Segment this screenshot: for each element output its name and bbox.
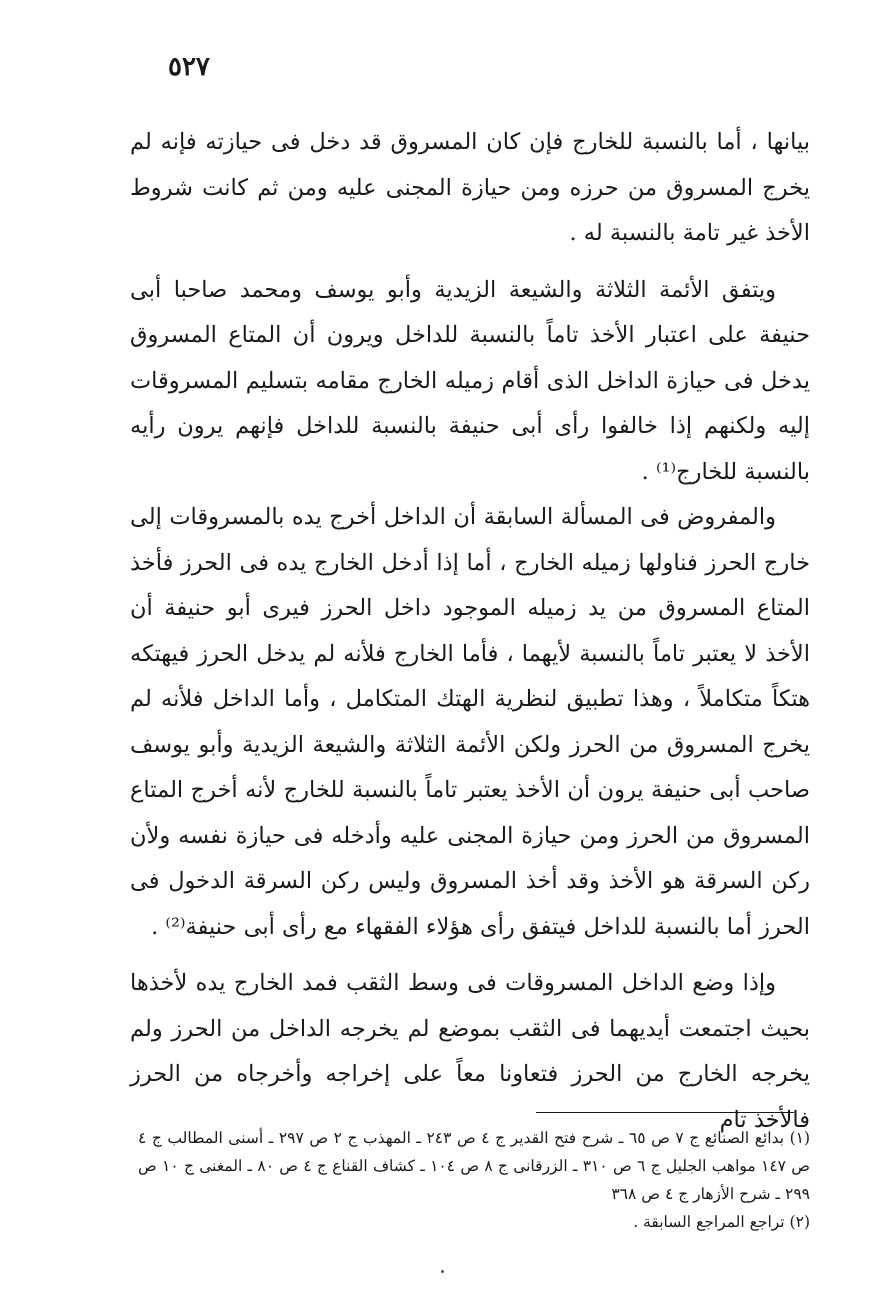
paragraph: ويتفق الأئمة الثلاثة والشيعة الزيدية وأبو يوسف ومحمد صاحبا أبى حنيفة على اعتبار الأخذ تاماً بالنسبة للداخل ويرون أن المتاع المسروق يدخل فى حيازة الداخل الذى أقام زميله الخارج مقامه بتسليم المسروقات إليه ولكنهم إذا خالفوا رأى أبى حنيفة بالنسبة للداخل فإنهم يرون رأيه بالنسبة للخارج⁽¹⁾ . (130, 276, 810, 485)
footnotes (138, 1124, 810, 1236)
footnote-divider (536, 1112, 794, 1113)
paragraph: وإذا وضع الداخل المسروقات فى وسط الثقب فمد الخارج يده لأخذها بحيث اجتمعت أيديهما فى الثقب بموضع لم يخرجه الداخل من الحرز ولم يخرجه الخارج من الحرز فتعاونا معاً على إخراجه وأخرجاه من الحرز فالأخذ تام (130, 970, 810, 1133)
paragraph: بيانها ، أما بالنسبة للخارج فإن كان المسروق قد دخل فى حيازته فإنه لم يخرج المسروق من حرزه ومن حيازة المجنى عليه ومن ثم كانت شروط الأخذ غير تامة بالنسبة له . (130, 129, 810, 246)
main-text (130, 120, 810, 1143)
footnote: (١) بدائع الصنائع ج ٧ ص ٦٥ ـ شرح فتح القدير ج ٤ ص ٢٤٣ ـ المهذب ج ٢ ص ٢٩٧ ـ أسنى المطالب ج ٤ ص ١٤٧ مواهب الجليل ج ٦ ص ٣١٠ ـ الزرقانى ج ٨ ص ١٠٤ ـ كشاف القناع ج ٤ ص ٨٠ ـ المغنى ج ١٠ ص ٢٩٩ ـ شرح الأزهار ج ٤ ص ٣٦٨ (138, 1129, 811, 1203)
paragraph: والمفروض فى المسألة السابقة أن الداخل أخرج يده بالمسروقات إلى خارج الحرز فناولها زميله الخارج ، أما إذا أدخل الخارج يده فى الحرز فأخذ المتاع المسروق من يد زميله الموجود داخل الحرز فيرى أبو حنيفة أن الأخذ لا يعتبر تاماً بالنسبة لأيهما ، فأما الخارج فلأنه لم يدخل الحرز فيهتكه هتكاً متكاملاً ، وهذا تطبيق لنظرية الهتك المتكامل ، وأما الداخل فلأنه لم يخرج المسروق من الحرز ولكن الأئمة الثلاثة والشيعة الزيدية وأبو يوسف صاحب أبى حنيفة يرون أن الأخذ يعتبر تاماً بالنسبة للخارج لأنه أخرج المتاع المسروق من الحرز ومن حيازة المجنى عليه وأدخله فى حيازة نفسه ولأن ركن السرقة هو الأخذ وقد أخذ المسروق وليس ركن السرقة الدخول فى الحرز أما بالنسبة للداخل فيتفق رأى هؤلاء الفقهاء مع رأى أبى حنيفة⁽²⁾ . (130, 504, 810, 940)
page-number: ٥٢٧ (168, 52, 210, 82)
print-speck (441, 1270, 444, 1273)
footnote: (٢) تراجع المراجع السابقة . (633, 1213, 810, 1231)
